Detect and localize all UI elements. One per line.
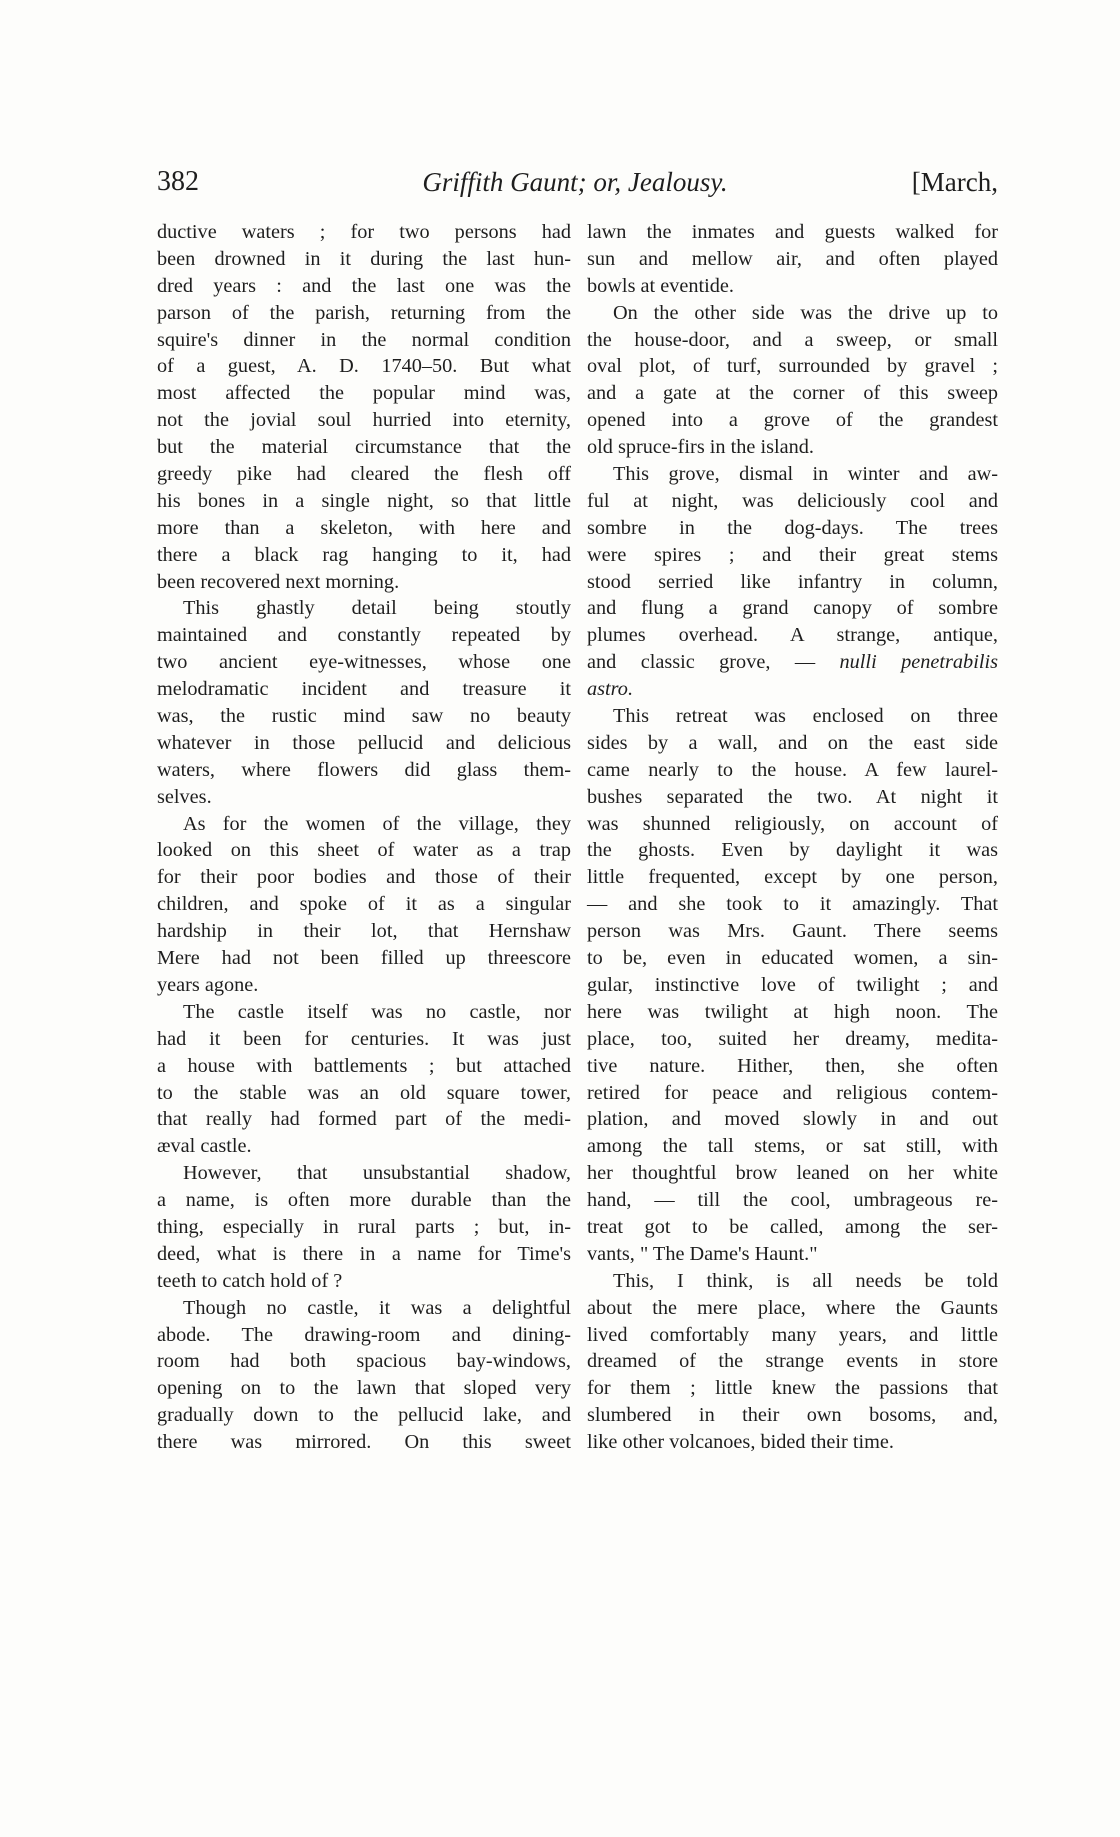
italic-latin-phrase: nulli penetrabilis xyxy=(839,651,998,674)
text-line: been drowned in it during the last hun- xyxy=(157,247,571,270)
text-line: dred years : and the last one was the xyxy=(157,274,571,297)
text-line: This, I think, is all needs be told xyxy=(613,1269,998,1292)
text-line: was, the rustic mind saw no beauty xyxy=(157,705,571,728)
text-line: the ghosts. Even by daylight it was xyxy=(587,839,998,862)
text-line: abode. The drawing-room and dining- xyxy=(157,1323,571,1346)
text-line: there was mirrored. On this sweet xyxy=(157,1431,571,1454)
text-line: waters, where flowers did glass them- xyxy=(157,758,571,781)
text-line: This retreat was enclosed on three xyxy=(613,705,998,728)
paragraph xyxy=(157,595,571,810)
text-line: teeth to catch hold of ? xyxy=(157,1269,343,1292)
text-line: As for the women of the village, they xyxy=(183,812,571,835)
paragraph xyxy=(587,300,998,461)
text-line xyxy=(587,676,998,703)
text-line: was shunned religiously, on account of xyxy=(587,812,998,835)
text-line: lawn the inmates and guests walked for xyxy=(587,221,998,243)
text-line: there a black rag hanging to it, had xyxy=(157,543,571,566)
text-line: ductive waters ; for two persons had xyxy=(157,221,571,243)
text-line: slumbered in their own bosoms, and, xyxy=(587,1404,998,1427)
text-line: retired for peace and religious contem- xyxy=(587,1081,998,1104)
text-line: were spires ; and their great stems xyxy=(587,543,998,566)
text-line: sun and mellow air, and often played xyxy=(587,247,998,270)
left-column xyxy=(157,219,571,1456)
text-line: This grove, dismal in winter and aw- xyxy=(613,463,998,486)
text-line: his bones in a single night, so that little xyxy=(157,489,571,512)
paragraph xyxy=(157,219,571,595)
text-line: came nearly to the house. A few laurel- xyxy=(587,758,998,781)
text-line: but the material circumstance that the xyxy=(157,436,571,459)
text-line: more than a skeleton, with here and xyxy=(157,516,571,539)
text-line: two ancient eye-witnesses, whose one xyxy=(157,651,571,674)
text-line: and a gate at the corner of this sweep xyxy=(587,382,998,405)
text-line: for them ; little knew the passions that xyxy=(587,1377,998,1400)
text-line: person was Mrs. Gaunt. There seems xyxy=(587,920,998,943)
text-line: dreamed of the strange events in store xyxy=(587,1350,998,1373)
text-line: gradually down to the pellucid lake, and xyxy=(157,1404,571,1427)
text-line: — and she took to it amazingly. That xyxy=(587,893,998,916)
text-line: the house-door, and a sweep, or small xyxy=(587,328,998,351)
text-line: The castle itself was no castle, nor xyxy=(183,1000,571,1023)
text-line: sides by a wall, and on the east side xyxy=(587,731,998,754)
text-line: hardship in their lot, that Hernshaw xyxy=(157,920,571,943)
text-line: among the tall stems, or sat still, with xyxy=(587,1135,998,1158)
text-line: maintained and constantly repeated by xyxy=(157,624,571,647)
paragraph xyxy=(587,461,998,703)
text-line: a house with battlements ; but attached xyxy=(157,1054,571,1077)
text-line: selves. xyxy=(157,785,212,808)
text-line: oval plot, of turf, surrounded by gravel ; xyxy=(587,355,998,378)
text-line: about the mere place, where the Gaunts xyxy=(587,1296,998,1319)
text-line: whatever in those pellucid and delicious xyxy=(157,731,571,754)
text-line: like other volcanoes, bided their time. xyxy=(587,1431,894,1454)
text-line: years agone. xyxy=(157,973,259,996)
text-line: greedy pike had cleared the flesh off xyxy=(157,463,571,486)
text-line: children, and spoke of it as a singular xyxy=(157,893,571,916)
paragraph xyxy=(587,1268,998,1456)
text-line: thing, especially in rural parts ; but, in- xyxy=(157,1215,571,1238)
right-column xyxy=(587,219,998,1456)
text-line: melodramatic incident and treasure it xyxy=(157,678,571,701)
text-line: sombre in the dog-days. The trees xyxy=(587,516,998,539)
paragraph xyxy=(587,219,998,300)
text-line: plation, and moved slowly in and out xyxy=(587,1108,998,1131)
text-line: ful at night, was deliciously cool and xyxy=(587,489,998,512)
text-line: that really had formed part of the medi- xyxy=(157,1108,571,1131)
text-line: stood serried like infantry in column, xyxy=(587,570,998,593)
text-line: opening on to the lawn that sloped very xyxy=(157,1377,571,1400)
running-title: Griffith Gaunt; or, Jealousy. xyxy=(422,167,728,197)
text-line: Though no castle, it was a delightful xyxy=(183,1296,571,1319)
text-line: opened into a grove of the grandest xyxy=(587,409,998,432)
text-line: lived comfortably many years, and little xyxy=(587,1323,998,1346)
paragraph xyxy=(157,1295,571,1456)
text-line: had it been for centuries. It was just xyxy=(157,1027,571,1050)
text-line: deed, what is there in a name for Time's xyxy=(157,1242,571,1265)
text-line: However, that unsubstantial shadow, xyxy=(183,1162,571,1185)
line-text: and classic grove, — xyxy=(587,651,840,674)
text-line: hand, — till the cool, umbrageous re- xyxy=(587,1189,998,1212)
text-line: parson of the parish, returning from the xyxy=(157,301,571,324)
text-line: Mere had not been filled up threescore xyxy=(157,947,571,970)
text-line: most affected the popular mind was, xyxy=(157,382,571,405)
text-line: old spruce-firs in the island. xyxy=(587,436,814,459)
text-line: squire's dinner in the normal condition xyxy=(157,328,571,351)
text-line: plumes overhead. A strange, antique, xyxy=(587,624,998,647)
running-month: [March, xyxy=(911,167,998,197)
text-line: and flung a grand canopy of sombre xyxy=(587,597,998,620)
text-line: looked on this sheet of water as a trap xyxy=(157,839,571,862)
text-line: treat got to be called, among the ser- xyxy=(587,1215,998,1238)
text-line: vants, " The Dame's Haunt." xyxy=(587,1242,818,1265)
paragraph xyxy=(587,703,998,1268)
text-line: bushes separated the two. At night it xyxy=(587,785,998,808)
text-line: here was twilight at high noon. The xyxy=(587,1000,998,1023)
text-line: little frequented, except by one person, xyxy=(587,866,998,889)
text-line: tive nature. Hither, then, she often xyxy=(587,1054,998,1077)
text-line: room had both spacious bay-windows, xyxy=(157,1350,571,1373)
text-line: for their poor bodies and those of their xyxy=(157,866,571,889)
text-line: gular, instinctive love of twilight ; and xyxy=(587,973,998,996)
page-number: 382 xyxy=(157,166,199,197)
text-line: to be, even in educated women, a sin- xyxy=(587,947,998,970)
text-line: been recovered next morning. xyxy=(157,570,400,593)
text-line: bowls at eventide. xyxy=(587,274,734,297)
text-line: place, too, suited her dreamy, medita- xyxy=(587,1027,998,1050)
text-line: her thoughtful brow leaned on her white xyxy=(587,1162,998,1185)
italic-latin-phrase: astro. xyxy=(587,678,634,701)
text-line: of a guest, A. D. 1740–50. But what xyxy=(157,355,571,378)
text-line: On the other side was the drive up to xyxy=(613,301,998,324)
text-line: a name, is often more durable than the xyxy=(157,1189,571,1212)
text-line: to the stable was an old square tower, xyxy=(157,1081,571,1104)
text-line: not the jovial soul hurried into eternity, xyxy=(157,409,571,432)
text-line xyxy=(587,649,998,676)
text-line: æval castle. xyxy=(157,1135,252,1158)
text-line: This ghastly detail being stoutly xyxy=(183,597,571,620)
paragraph xyxy=(157,811,571,999)
paragraph xyxy=(157,999,571,1160)
paragraph xyxy=(157,1160,571,1294)
